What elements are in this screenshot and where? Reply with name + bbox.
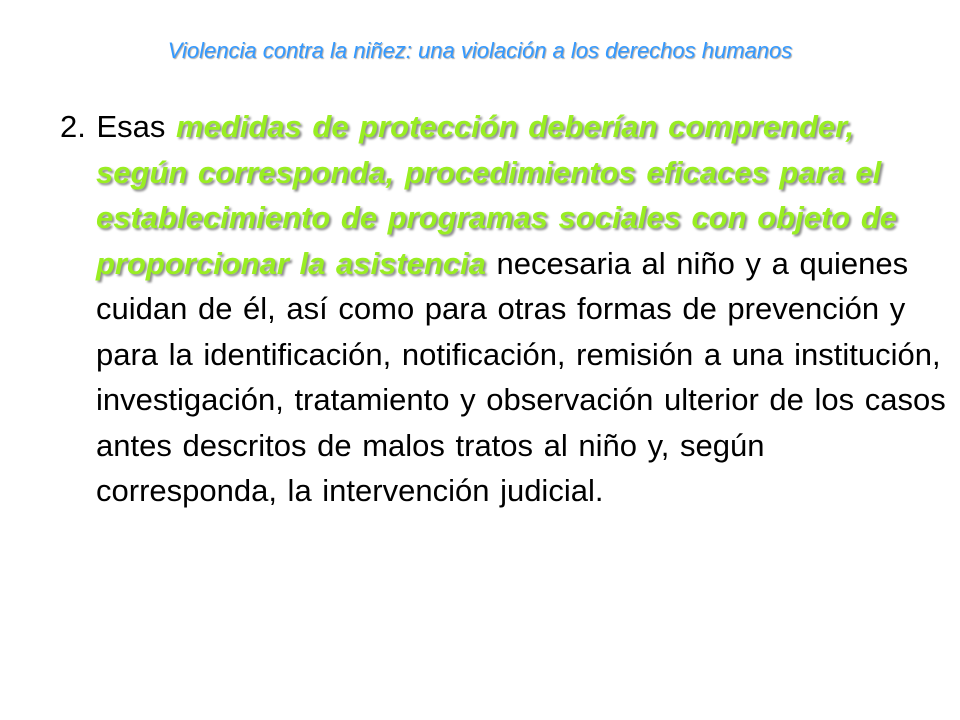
slide-title: Violencia contra la niñez: una violación a los derechos humanos [167,38,793,63]
slide-body-paragraph [60,104,956,514]
paragraph-rest-text: necesaria al niño y a quienes cuidan de él, así como para otras formas de prevención y para la identificación, notificación, remisión a una institución, investigación, tratamiento y observación ulterior de los casos antes descritos de malos tratos al niño y, según corresponda, la intervención judicial. [96,245,946,508]
paragraph-highlighted-text: medidas de protección deberían comprender, según corresponda, procedimientos eficaces para el establecimiento de programas sociales con objeto de proporcionar la asistencia [96,109,898,281]
paragraph-lead-text: 2. Esas [60,109,176,144]
